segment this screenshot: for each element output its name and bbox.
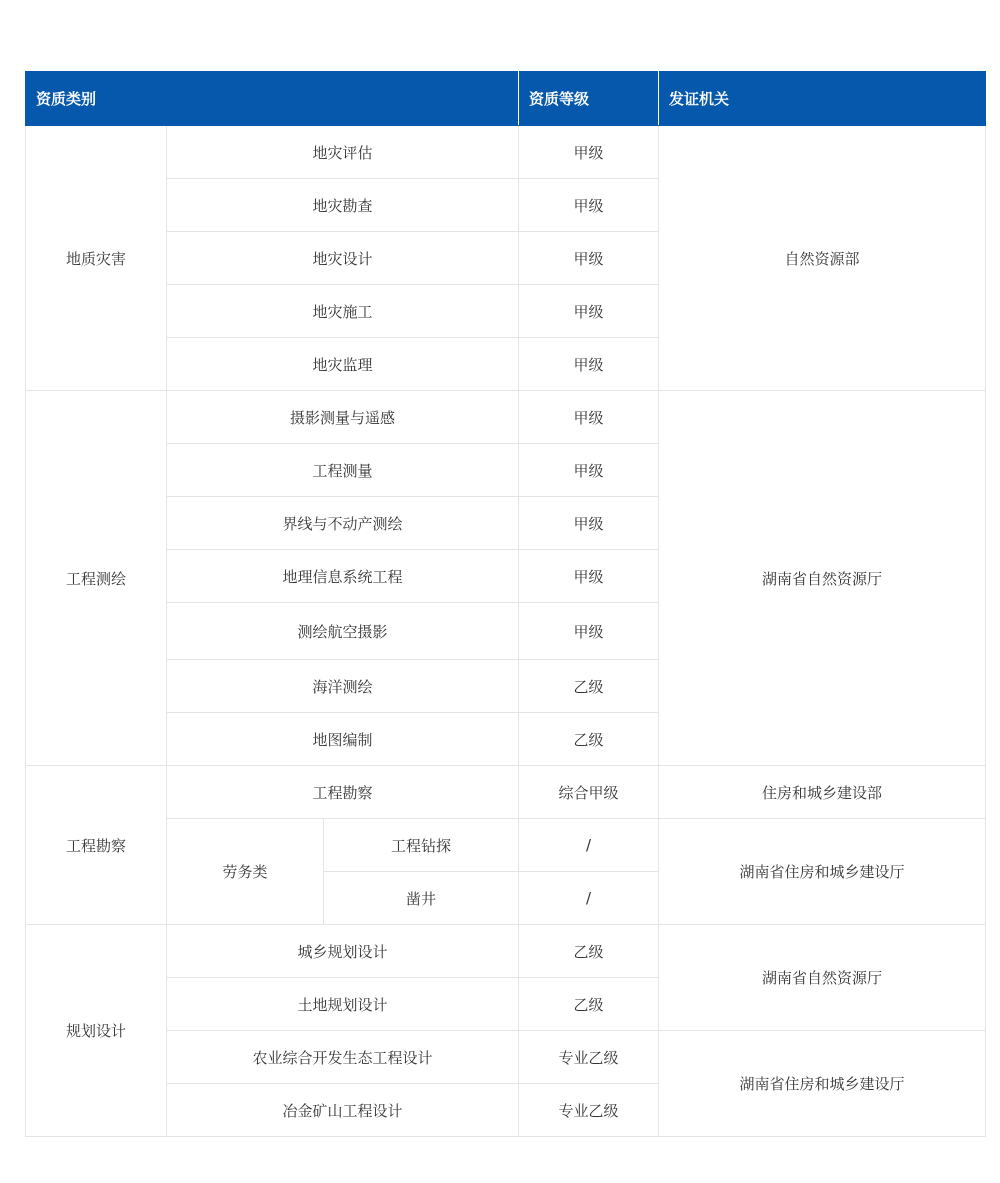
table-row: [26, 126, 986, 179]
qualification-level: 甲级: [519, 497, 659, 550]
qualification-table-wrapper: [25, 71, 985, 1137]
labor-subcategory-cell: 劳务类: [167, 819, 324, 925]
table-row: [26, 391, 986, 444]
qualification-name: 地灾勘查: [167, 179, 519, 232]
issuer-cell-surveying: 湖南省自然资源厅: [659, 391, 986, 766]
qualification-level: 乙级: [519, 925, 659, 978]
qualification-name: 土地规划设计: [167, 978, 519, 1031]
qualification-name: 地灾评估: [167, 126, 519, 179]
qualification-name: 工程测量: [167, 444, 519, 497]
issuer-cell-labor: 湖南省住房和城乡建设厅: [659, 819, 986, 925]
qualification-name: 冶金矿山工程设计: [167, 1084, 519, 1137]
qualification-level: 甲级: [519, 338, 659, 391]
category-cell-planning: 规划设计: [26, 925, 167, 1137]
category-cell-surveying: 工程测绘: [26, 391, 167, 766]
table-row: [26, 766, 986, 819]
header-category: 资质类别: [26, 72, 519, 126]
issuer-cell-planning-a: 湖南省自然资源厅: [659, 925, 986, 1031]
table-header-row: [26, 72, 986, 126]
qualification-level: 乙级: [519, 713, 659, 766]
qualification-name: 凿井: [324, 872, 519, 925]
qualification-level: 专业乙级: [519, 1031, 659, 1084]
qualification-level: 专业乙级: [519, 1084, 659, 1137]
qualification-name: 农业综合开发生态工程设计: [167, 1031, 519, 1084]
qualification-name: 地灾设计: [167, 232, 519, 285]
table-row: [26, 925, 986, 978]
qualification-name: 地灾监理: [167, 338, 519, 391]
qualification-level: 甲级: [519, 285, 659, 338]
issuer-cell-investigation: 住房和城乡建设部: [659, 766, 986, 819]
qualification-name: 摄影测量与遥感: [167, 391, 519, 444]
qualification-name: 测绘航空摄影: [167, 603, 519, 660]
category-cell-geohazard: 地质灾害: [26, 126, 167, 391]
issuer-cell-geohazard: 自然资源部: [659, 126, 986, 391]
qualification-level: 乙级: [519, 660, 659, 713]
qualification-level: /: [519, 819, 659, 872]
qualification-name: 城乡规划设计: [167, 925, 519, 978]
table-row: [26, 819, 986, 872]
qualification-level: 甲级: [519, 550, 659, 603]
qualification-level: 乙级: [519, 978, 659, 1031]
qualification-level: /: [519, 872, 659, 925]
qualification-level: 甲级: [519, 391, 659, 444]
qualification-name: 工程钻探: [324, 819, 519, 872]
qualification-level: 甲级: [519, 126, 659, 179]
qualification-name: 工程勘察: [167, 766, 519, 819]
header-issuer: 发证机关: [659, 72, 986, 126]
qualification-name: 地理信息系统工程: [167, 550, 519, 603]
qualification-name: 地图编制: [167, 713, 519, 766]
qualification-level: 甲级: [519, 232, 659, 285]
issuer-cell-planning-b: 湖南省住房和城乡建设厅: [659, 1031, 986, 1137]
qualification-table: [25, 71, 986, 1137]
qualification-level: 综合甲级: [519, 766, 659, 819]
category-cell-investigation: 工程勘察: [26, 766, 167, 925]
qualification-level: 甲级: [519, 179, 659, 232]
qualification-name: 地灾施工: [167, 285, 519, 338]
qualification-name: 海洋测绘: [167, 660, 519, 713]
qualification-level: 甲级: [519, 444, 659, 497]
qualification-level: 甲级: [519, 603, 659, 660]
qualification-name: 界线与不动产测绘: [167, 497, 519, 550]
table-row: [26, 1031, 986, 1084]
header-level: 资质等级: [519, 72, 659, 126]
